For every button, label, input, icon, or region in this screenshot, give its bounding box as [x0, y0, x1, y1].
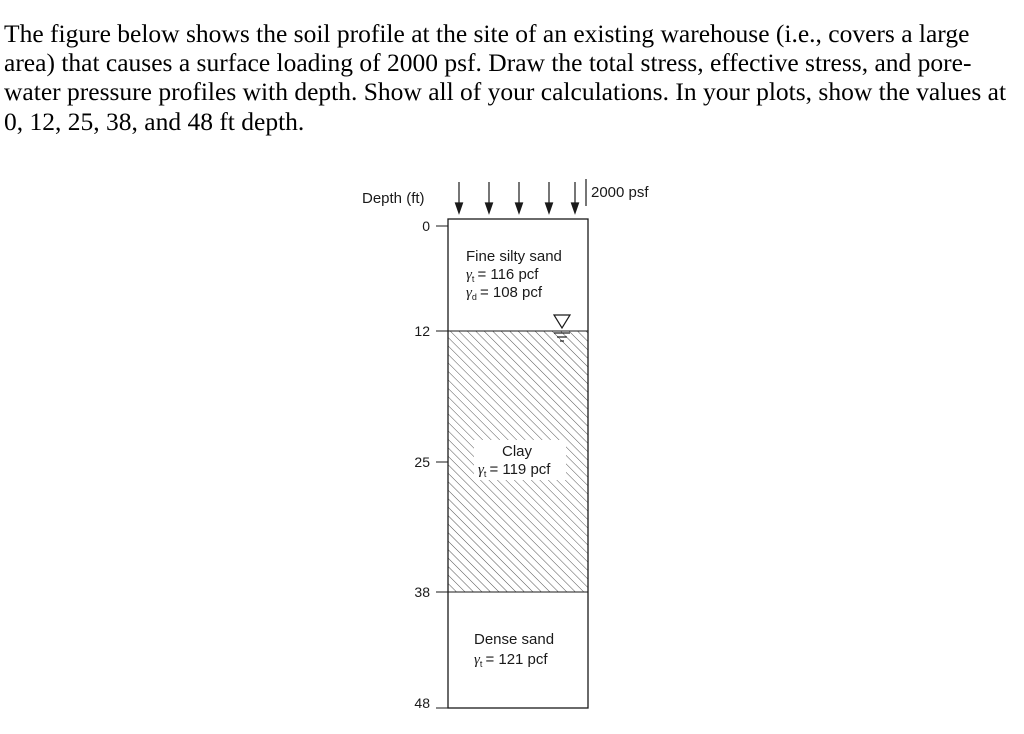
depth-tick-label: 0 [422, 218, 430, 234]
unit-weight-value: = 121 pcf [485, 651, 548, 668]
load-arrow-icon [456, 182, 463, 213]
load-arrow-icon [546, 182, 553, 213]
depth-tick-label: 12 [414, 323, 430, 339]
unit-weight-value: = 116 pcf [477, 266, 539, 283]
gamma-subscript: d [471, 292, 477, 302]
problem-line: area) that causes a surface loading of 2000 psf. Draw the total stress, effective stress, and pore- [4, 48, 972, 78]
problem-line: water pressure profiles with depth. Show all of your calculations. In your plots, show the values at [4, 77, 1007, 107]
surface-load-label: 2000 psf [591, 184, 649, 201]
gamma-subscript: t [483, 469, 487, 479]
gamma-subscript: t [471, 274, 475, 284]
surface-load-arrows [456, 182, 579, 213]
unit-weight-value: = 108 pcf [479, 284, 543, 301]
problem-line: The figure below shows the soil profile at the site of an existing warehouse (i.e., covers a large [4, 19, 970, 48]
layer-name: Dense sand [474, 631, 555, 648]
unit-weight-label [478, 461, 551, 479]
load-arrow-icon [572, 182, 579, 213]
gamma-symbol: γ [474, 652, 480, 668]
unit-weight-label [474, 651, 548, 669]
gamma-subscript: t [479, 659, 483, 669]
depth-axis-label: Depth (ft) [362, 190, 425, 207]
layer-name: Fine silty sand [466, 248, 562, 265]
load-arrow-icon [486, 182, 493, 213]
depth-axis [436, 226, 448, 708]
depth-tick-label: 25 [414, 454, 430, 470]
problem-line: 0, 12, 25, 38, and 48 ft depth. [4, 106, 305, 136]
layer-name: Clay [502, 443, 533, 460]
gamma-symbol: γ [478, 462, 484, 478]
depth-tick-label: 38 [414, 584, 430, 600]
gamma-symbol: γ [466, 285, 472, 301]
gamma-symbol: γ [466, 267, 472, 283]
unit-weight-label [466, 284, 543, 302]
load-arrow-icon [516, 182, 523, 213]
unit-weight-value: = 119 pcf [489, 461, 551, 478]
depth-tick-label: 48 [414, 695, 430, 711]
unit-weight-label [466, 266, 539, 284]
